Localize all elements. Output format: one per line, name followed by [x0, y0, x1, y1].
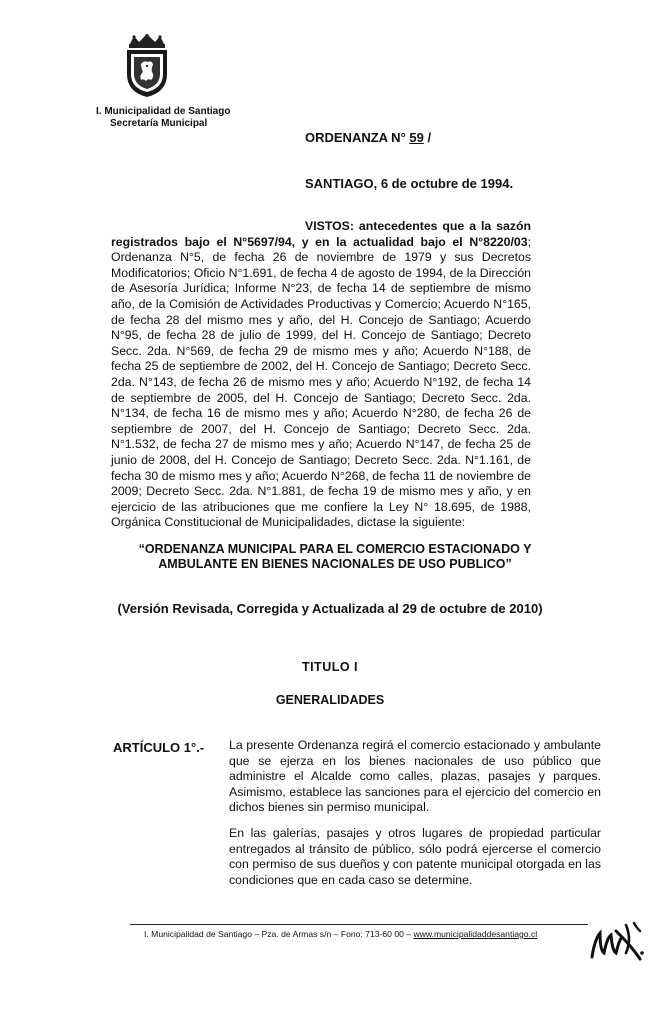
- ordinance-suffix: /: [427, 130, 432, 145]
- vistos-paragraph: [111, 219, 531, 531]
- coat-of-arms-icon: [124, 34, 170, 98]
- municipality-name: I. Municipalidad de Santiago: [96, 106, 231, 117]
- version-note: (Versión Revisada, Corregida y Actualizada al 29 de octubre de 2010): [117, 601, 543, 616]
- department-name: Secretaría Municipal: [110, 118, 208, 129]
- document-date: SANTIAGO, 6 de octubre de 1994.: [305, 176, 514, 191]
- article-paragraph-2: En las galerías, pasajes y otros lugares de propiedad particular entregados al tránsito de público, sólo podrá ejercerse el comercio con permiso de sus dueños y con patente municipal otorgada en las condiciones que en cada caso se determine.: [229, 826, 601, 887]
- article-label: ARTÍCULO 1°.-: [113, 740, 205, 755]
- footer-website-link[interactable]: www.municipalidaddesantiago.cl: [413, 929, 538, 939]
- ordinance-number: [305, 130, 431, 145]
- vistos-body: ; Ordenanza N°5, de fecha 26 de noviembre de 1979 y sus Decretos Modificatorios; Oficio N°1.691, de fecha 4 de agosto de 1994, de la Dirección de Asesoría Jurídica; Informe N°23, de fecha 14 de septiembre de mismo año, de la Comisión de Actividades Productivas y Comercio; Acuerdo N°165, de fecha 28 del mismo mes y año, del H. Concejo de Santiago; Acuerdo N°95, de fecha 28 de julio de 1999, del H. Concejo de Santiago; Decreto Secc. 2da. N°569, de fecha 29 de mismo mes y año; Acuerdo N°188, de fecha 25 de septiembre de 2002, del H. Concejo de Santiago; Decreto Secc. 2da. N°143, de fecha 26 de mismo mes y año; Acuerdo N°192, de fecha 14 de septiembre de 2005, del H. Concejo de Santiago; Decreto Secc. 2da. N°134, de fecha 16 de mismo mes y año; Acuerdo N°280, de fecha 26 de septiembre de 2007, del H. Concejo de Santiago; Decreto Secc. 2da. N°1.532, de fecha 27 de mismo mes y año; Acuerdo N°147, de fecha 25 de junio de 2008, del H. Concejo de Santiago; Decreto Secc. 2da. N°1.161, de fecha 30 de mismo mes y año; Acuerdo N°268, de fecha 11 de noviembre de 2009; Decreto Secc. 2da. N°1.881, de fecha 19 de mismo mes y año, y en ejercicio de las atribuciones que me confiere la Ley N° 18.695, de 1988, Orgánica Constitucional de Municipalidades, dictase la siguiente:: [111, 234, 531, 530]
- footer-text: I. Municipalidad de Santiago – Pza. de Armas s/n – Fono: 713-60 00 –: [144, 929, 414, 939]
- footer-divider: [130, 924, 588, 925]
- ordinance-title: “ORDENANZA MUNICIPAL PARA EL COMERCIO ESTACIONADO Y AMBULANTE EN BIENES NACIONALES DE USO PUBLICO”: [138, 542, 532, 571]
- ordinance-label: ORDENANZA N°: [305, 130, 406, 145]
- title-heading: TITULO I: [301, 660, 359, 674]
- ordinance-number-value: 59: [409, 130, 424, 145]
- footer-contact: [144, 929, 537, 939]
- vistos-lead: VISTOS: antecedentes que a la sazón registrados bajo el N°5697/94, y en la actualidad bajo el N°8220/03: [111, 219, 531, 249]
- handwritten-signature: [586, 913, 648, 965]
- section-heading: GENERALIDADES: [275, 693, 385, 707]
- article-paragraph-1: La presente Ordenanza regirá el comercio estacionado y ambulante que se ejerza en los bienes nacionales de uso público que administre el Alcalde como calles, plazas, pasajes y parques. Asimismo, establece las sanciones para el ejercicio del comercio en dichos bienes sin permiso municipal.: [229, 738, 601, 814]
